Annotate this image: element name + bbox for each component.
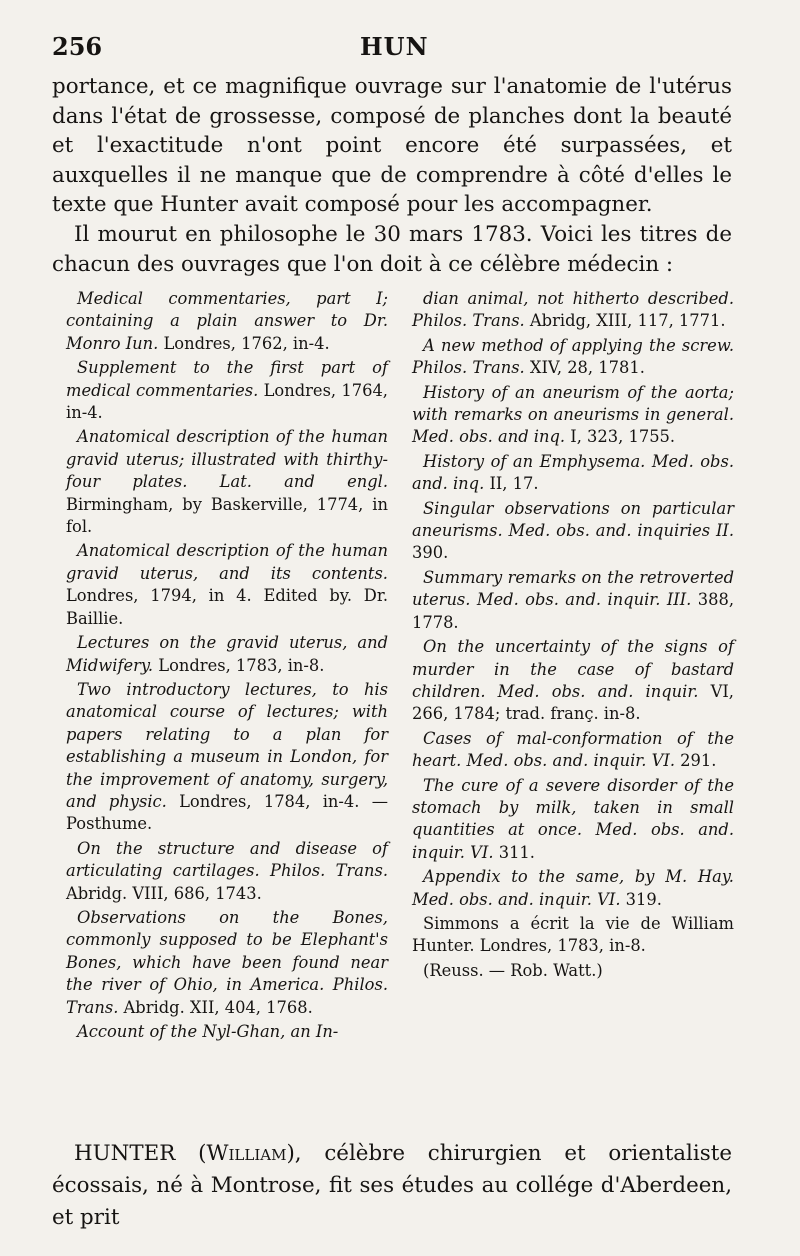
page-header [52, 32, 742, 68]
entry-details: 319. [620, 889, 662, 909]
bibliography-entry [412, 288, 734, 333]
entry-title: Medical commentaries, part I; containing a plain answer to Dr. Monro Iun. [66, 289, 388, 353]
entry-details: Abridg, XIII, 117, 1771. [524, 311, 726, 331]
entry-details: II, 17. [484, 474, 539, 494]
bibliography-entry [412, 913, 734, 958]
intro-paragraph: portance, et ce magnifique ouvrage sur l'anatomie de l'utérus dans l'état de grossesse, composé de planches dont la beauté et l'exactitude n'ont point encore été surpassées, et auxquelles il ne manque que de comprendre à côté d'elles le texte que Hunter avait composé pour les accompagner. [52, 74, 732, 218]
entry-details: Birmingham, by Baskerville, 1774, in fol. [66, 494, 388, 537]
entry-title: dian animal, not hitherto described. Philos. Trans. [412, 289, 734, 331]
bibliography-entry [412, 498, 734, 565]
intro-paragraph: Il mourut en philosophe le 30 mars 1783. Voici les titres de chacun des ouvrages que l'on doit à ce célèbre médecin : [52, 221, 732, 277]
entry-details: Londres, 1764, in-4. [66, 380, 388, 423]
entry-title: Two introductory lectures, to his anatomical course of lectures; with papers relating to a plan for establishing a museum in London, for the improvement of anatomy, surgery, and physic. [66, 679, 388, 811]
bibliography-entry [412, 567, 734, 634]
next-article-paragraph: HUNTER (William), célèbre chirurgien et orientaliste écossais, né à Montrose, fit ses études au collége d'Aberdeen, et prit [52, 1141, 732, 1230]
entry-title: Appendix to the same, by M. Hay. Med. obs. and. inquir. VI. [412, 867, 734, 909]
bibliography-entry [412, 775, 734, 865]
entry-details: 388, 1778. [412, 590, 734, 632]
entry-title: Lectures on the gravid uterus, and Midwifery. [66, 633, 388, 675]
bibliography-entry [412, 728, 734, 773]
bibliography-columns [66, 288, 734, 1045]
entry-details: Londres, 1762, in-4. [158, 333, 330, 353]
entry-title: Supplement to the first part of medical commentaries. [66, 358, 388, 400]
entry-details: Londres, 1794, in 4. Edited by. Dr. Baillie. [66, 586, 388, 628]
next-article [52, 1138, 732, 1234]
bibliography-entry [412, 451, 734, 496]
running-head: HUN [360, 32, 429, 61]
entry-title: Anatomical description of the human gravid uterus; illustrated with thirthy-four plates. Lat. and engl. [66, 427, 388, 492]
bibliography-entry [66, 357, 388, 424]
bibliography-right-column [412, 288, 734, 1045]
entry-details: (Reuss. — Rob. Watt.) [423, 960, 603, 980]
entry-details: Abridg. XII, 404, 1768. [118, 997, 313, 1017]
entry-details: VI, 266, 1784; trad. franç. in-8. [412, 681, 734, 724]
entry-title: Anatomical description of the human gravid uterus, and its contents. [66, 541, 388, 583]
entry-details: Simmons a écrit la vie de William Hunter. Londres, 1783, in-8. [412, 913, 734, 956]
entry-details: Londres, 1783, in-8. [153, 655, 325, 675]
article-given-name: William [206, 1141, 287, 1166]
entry-details: I, 323, 1755. [565, 427, 676, 447]
bibliography-entry [66, 838, 388, 905]
entry-title: On the uncertainty of the signs of murder in the case of bastard children. Med. obs. and. inquir. [412, 637, 734, 701]
entry-details: 311. [493, 842, 535, 862]
entry-title: The cure of a severe disorder of the stomach by milk, taken in small quantities at once. Med. obs. and. inquir. VI. [412, 775, 734, 862]
bibliography-entry [412, 335, 734, 380]
entry-title: A new method of applying the screw. Philos. Trans. [412, 335, 734, 378]
entry-details: Londres, 1784, in-4. — Posthume. [66, 791, 388, 834]
entry-title: On the structure and disease of articulating cartilages. Philos. Trans. [66, 838, 388, 881]
article-headword: HUNTER [74, 1141, 176, 1166]
entry-title: History of an aneurism of the aorta; with remarks on aneurisms in general. Med. obs. and inq. [412, 382, 734, 447]
bibliography-entry [66, 907, 388, 1019]
bibliography-entry [412, 960, 734, 982]
entry-details: 390. [412, 543, 449, 563]
entry-details: XIV, 28, 1781. [524, 358, 645, 378]
intro-text [52, 72, 732, 279]
entry-title: Summary remarks on the retroverted uterus. Med. obs. and. inquir. III. [412, 567, 734, 610]
bibliography-entry [66, 632, 388, 677]
bibliography-entry [66, 679, 388, 836]
bibliography-entry [412, 382, 734, 449]
entry-title: Cases of mal-conformation of the heart. Med. obs. and. inquir. VI. [412, 728, 734, 771]
entry-title: History of an Emphysema. Med. obs. and. inq. [412, 451, 734, 494]
entry-details: Abridg. VIII, 686, 1743. [66, 883, 262, 903]
page-number: 256 [52, 32, 103, 61]
entry-title: Account of the Nyl-Ghan, an In- [77, 1022, 339, 1041]
bibliography-entry [412, 636, 734, 726]
bibliography-entry [66, 1021, 388, 1043]
bibliography-entry [412, 866, 734, 911]
entry-title: Observations on the Bones, commonly supposed to be Elephant's Bones, which have been found near the river of Ohio, in America. Philos. Trans. [66, 907, 388, 1017]
bibliography-entry [66, 540, 388, 630]
bibliography-left-column [66, 288, 388, 1045]
entry-title: Singular observations on particular aneurisms. Med. obs. and. inquiries II. [412, 498, 734, 541]
entry-details: 291. [675, 751, 717, 771]
bibliography-entry [66, 426, 388, 538]
bibliography-entry [66, 288, 388, 355]
article-text: ), célèbre chirurgien et orientaliste écossais, né à Montrose, fit ses études au collége d'Aberdeen, et prit [52, 1141, 732, 1230]
